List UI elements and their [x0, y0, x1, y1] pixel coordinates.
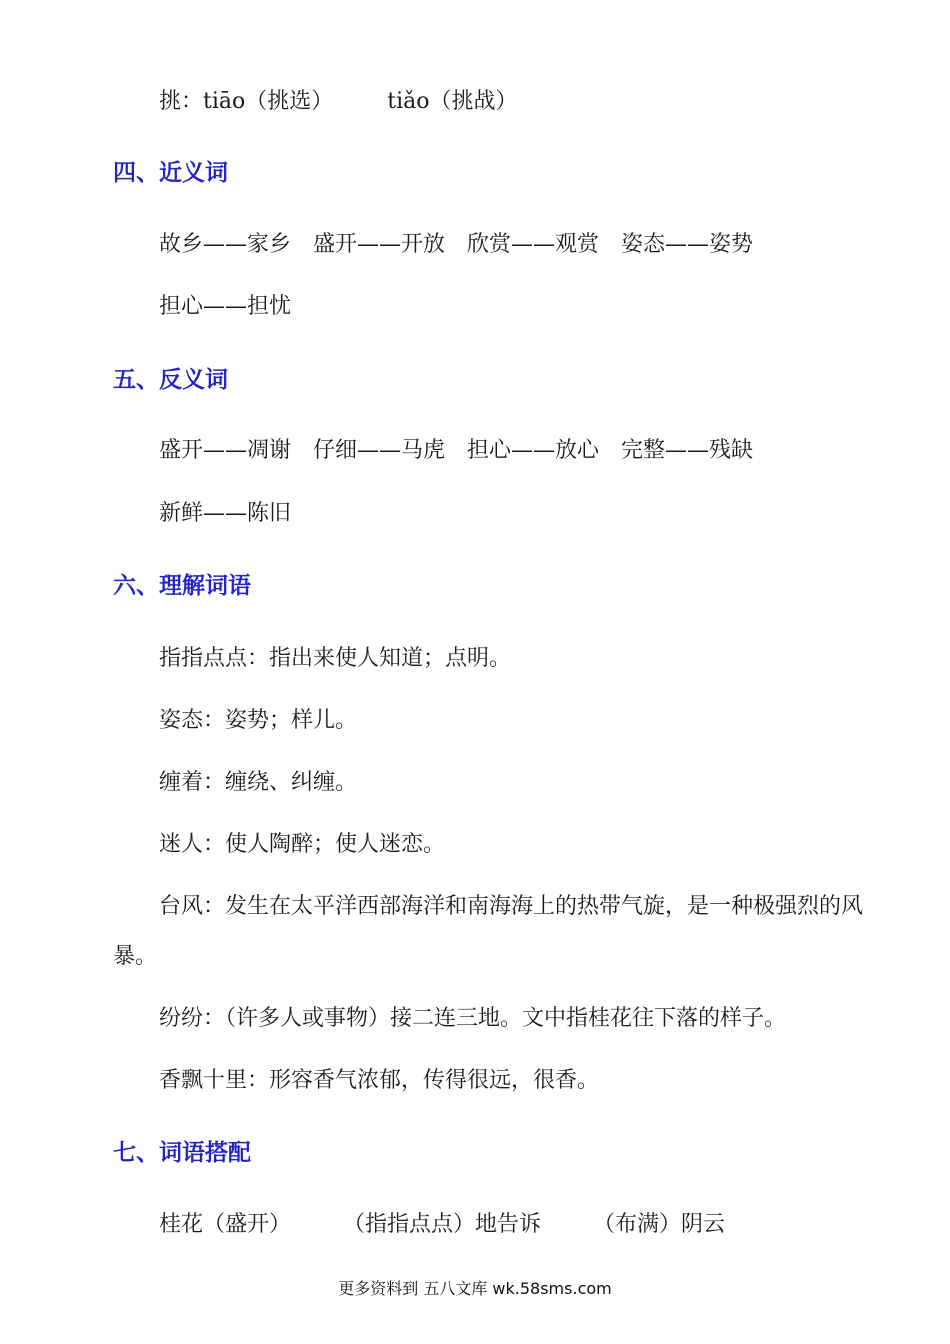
word-pair: 故乡——家乡	[159, 232, 292, 257]
word-pair: 姿态——姿势	[621, 232, 754, 257]
definition-item: 纷纷：（许多人或事物）接二连三地。文中指桂花往下落的样子。	[159, 1006, 787, 1031]
word-pair: 担心——担忧	[159, 294, 292, 319]
word-pair: 仔细——马虎	[313, 438, 446, 463]
polyphone-line	[159, 88, 518, 116]
antonym-row	[159, 500, 291, 528]
definition-item: 指指点点：指出来使人知道；点明。	[159, 646, 512, 671]
collocation-item: 桂花（盛开）	[159, 1212, 292, 1237]
definition-item: 香飘十里：形容香气浓郁，传得很远，很香。	[159, 1068, 600, 1093]
word-pair: 盛开——开放	[313, 232, 446, 257]
collocation-item: （指指点点）地告诉	[343, 1212, 542, 1237]
section-heading-definitions: 六、理解词语	[113, 573, 251, 599]
footer-link[interactable]: 更多资料到 五八文库 wk.58sms.com	[338, 1279, 612, 1298]
section-heading-antonyms: 五、反义词	[113, 367, 228, 393]
definition-item: 姿态：姿势；样儿。	[159, 708, 358, 733]
collocation-item: （布满）阴云	[593, 1212, 726, 1237]
word-pair: 盛开——凋谢	[159, 438, 292, 463]
word-pair: 担心——放心	[467, 438, 600, 463]
synonym-row	[159, 231, 753, 259]
word-pair: 完整——残缺	[621, 438, 754, 463]
polyphone-reading: tiāo（挑选）	[203, 89, 334, 114]
definition-item: 台风：发生在太平洋西部海洋和南海海上的热带气旋，是一种极强烈的风暴。	[113, 894, 864, 969]
definition-item: 缠着：缠绕、纠缠。	[159, 770, 358, 795]
antonym-row	[159, 437, 753, 465]
collocation-row	[159, 1211, 725, 1239]
polyphone-char: 挑：	[159, 89, 204, 114]
section-heading-synonyms: 四、近义词	[113, 160, 228, 186]
word-pair: 欣赏——观赏	[467, 232, 600, 257]
word-pair: 新鲜——陈旧	[159, 501, 292, 526]
polyphone-reading: tiǎo（挑战）	[387, 89, 518, 114]
synonym-row	[159, 293, 291, 321]
definition-item: 迷人：使人陶醉；使人迷恋。	[159, 832, 446, 857]
section-heading-collocations: 七、词语搭配	[113, 1140, 251, 1166]
